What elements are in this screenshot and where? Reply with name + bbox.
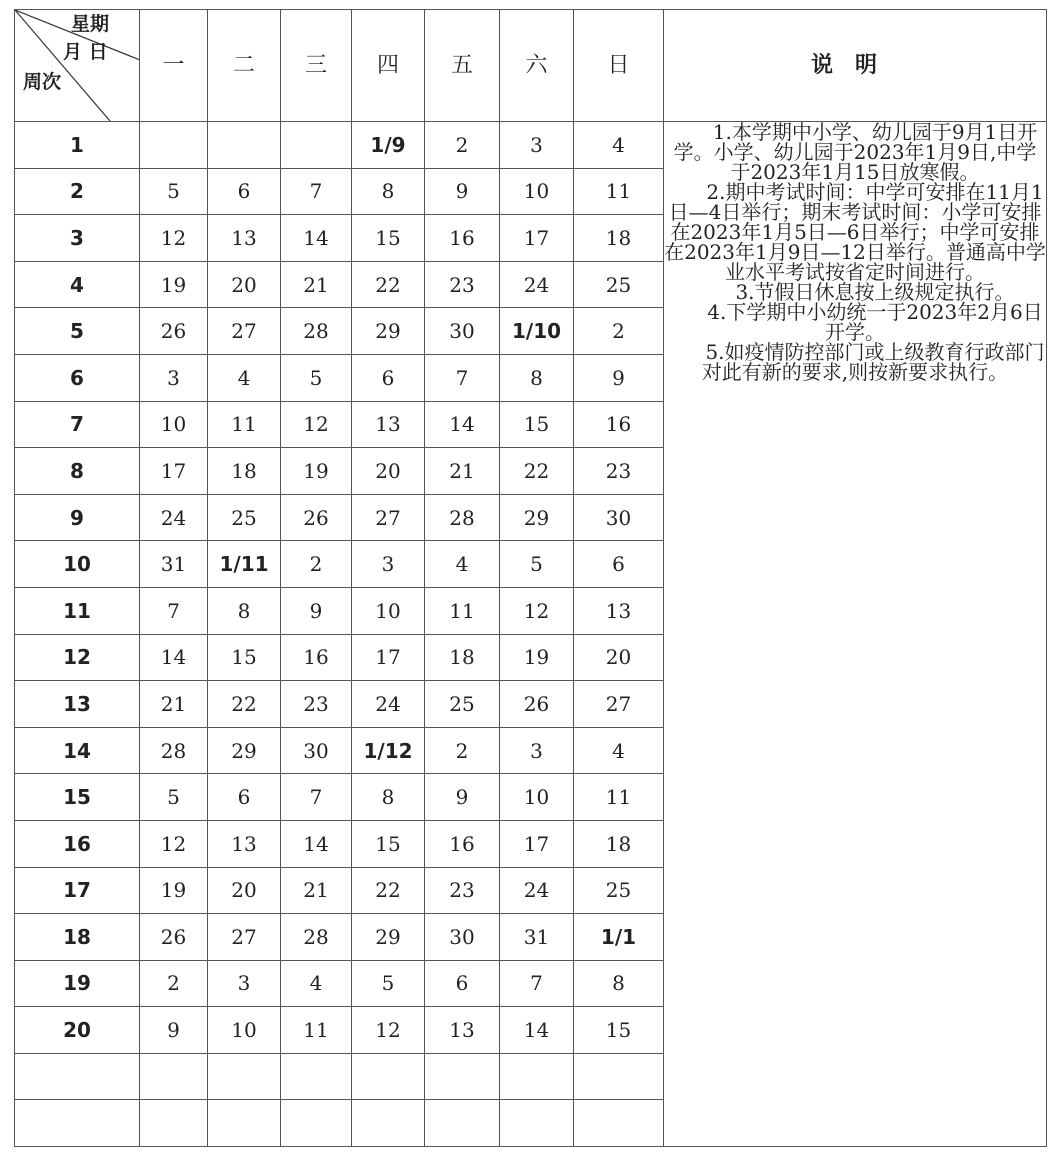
day-cell: 4 bbox=[208, 354, 281, 401]
day-cell: 27 bbox=[208, 308, 281, 355]
day-cell: 1/9 bbox=[352, 122, 425, 169]
day-cell: 20 bbox=[352, 448, 425, 495]
day-cell: 11 bbox=[208, 401, 281, 448]
day-cell bbox=[352, 1053, 425, 1100]
day-cell: 3 bbox=[500, 122, 574, 169]
day-cell: 16 bbox=[281, 634, 352, 681]
header-row bbox=[15, 10, 1047, 122]
day-cell: 25 bbox=[208, 494, 281, 541]
day-cell: 24 bbox=[140, 494, 208, 541]
day-cell: 11 bbox=[425, 587, 500, 634]
day-cell: 13 bbox=[352, 401, 425, 448]
weekday-header-fri: 五 bbox=[425, 10, 500, 122]
note-item: 1.本学期中小学、幼儿园于9月1日开学。小学、幼儿园于2023年1月9日,中学于2023年1月15日放寒假。 bbox=[673, 120, 1038, 184]
day-cell: 12 bbox=[140, 820, 208, 867]
day-cell: 4 bbox=[574, 122, 664, 169]
day-cell: 3 bbox=[140, 354, 208, 401]
day-cell: 2 bbox=[425, 122, 500, 169]
day-cell: 10 bbox=[208, 1007, 281, 1054]
week-number: 17 bbox=[15, 867, 140, 914]
day-cell: 20 bbox=[574, 634, 664, 681]
day-cell: 2 bbox=[574, 308, 664, 355]
day-cell: 5 bbox=[281, 354, 352, 401]
day-cell: 26 bbox=[140, 914, 208, 961]
day-cell: 30 bbox=[574, 494, 664, 541]
day-cell: 9 bbox=[140, 1007, 208, 1054]
day-cell: 13 bbox=[208, 215, 281, 262]
day-cell: 6 bbox=[352, 354, 425, 401]
day-cell: 27 bbox=[574, 681, 664, 728]
day-cell bbox=[208, 122, 281, 169]
day-cell: 28 bbox=[140, 727, 208, 774]
day-cell: 30 bbox=[425, 914, 500, 961]
weekday-header-tue: 二 bbox=[208, 10, 281, 122]
day-cell bbox=[281, 1100, 352, 1147]
weekday-header-mon: 一 bbox=[140, 10, 208, 122]
weekday-header-wed: 三 bbox=[281, 10, 352, 122]
day-cell: 4 bbox=[425, 541, 500, 588]
day-cell: 21 bbox=[281, 261, 352, 308]
week-number: 7 bbox=[15, 401, 140, 448]
weekday-header-thu: 四 bbox=[352, 10, 425, 122]
day-cell: 5 bbox=[140, 168, 208, 215]
weekday-header-sun: 日 bbox=[574, 10, 664, 122]
week-number: 5 bbox=[15, 308, 140, 355]
day-cell: 23 bbox=[425, 261, 500, 308]
week-number: 11 bbox=[15, 587, 140, 634]
day-cell: 29 bbox=[208, 727, 281, 774]
corner-header-cell bbox=[15, 10, 140, 122]
day-cell: 16 bbox=[574, 401, 664, 448]
day-cell: 30 bbox=[425, 308, 500, 355]
day-cell: 25 bbox=[574, 261, 664, 308]
day-cell: 18 bbox=[208, 448, 281, 495]
day-cell: 11 bbox=[574, 168, 664, 215]
week-number: 10 bbox=[15, 541, 140, 588]
day-cell: 6 bbox=[574, 541, 664, 588]
day-cell: 17 bbox=[500, 820, 574, 867]
day-cell: 28 bbox=[281, 308, 352, 355]
day-cell: 7 bbox=[140, 587, 208, 634]
week-number bbox=[15, 1053, 140, 1100]
explanation-title: 说明 bbox=[664, 10, 1047, 122]
day-cell: 2 bbox=[140, 960, 208, 1007]
day-cell: 20 bbox=[208, 867, 281, 914]
week-number: 9 bbox=[15, 494, 140, 541]
day-cell bbox=[281, 122, 352, 169]
school-calendar-table bbox=[14, 9, 1047, 1147]
note-item: 4.下学期中小幼统一于2023年2月6日开学。 bbox=[707, 300, 1043, 344]
day-cell: 6 bbox=[425, 960, 500, 1007]
day-cell: 4 bbox=[281, 960, 352, 1007]
day-cell: 17 bbox=[352, 634, 425, 681]
day-cell: 13 bbox=[208, 820, 281, 867]
day-cell: 15 bbox=[574, 1007, 664, 1054]
day-cell: 14 bbox=[281, 820, 352, 867]
day-cell: 10 bbox=[500, 774, 574, 821]
day-cell: 4 bbox=[574, 727, 664, 774]
day-cell: 5 bbox=[500, 541, 574, 588]
day-cell: 24 bbox=[500, 261, 574, 308]
day-cell: 9 bbox=[425, 774, 500, 821]
day-cell: 31 bbox=[500, 914, 574, 961]
day-cell bbox=[208, 1053, 281, 1100]
day-cell: 9 bbox=[574, 354, 664, 401]
day-cell: 1/12 bbox=[352, 727, 425, 774]
day-cell: 6 bbox=[208, 168, 281, 215]
day-cell: 8 bbox=[574, 960, 664, 1007]
week-number: 4 bbox=[15, 261, 140, 308]
day-cell: 8 bbox=[500, 354, 574, 401]
week-number: 3 bbox=[15, 215, 140, 262]
week-number: 6 bbox=[15, 354, 140, 401]
day-cell: 7 bbox=[281, 168, 352, 215]
day-cell: 27 bbox=[208, 914, 281, 961]
day-cell: 1/1 bbox=[574, 914, 664, 961]
day-cell: 3 bbox=[208, 960, 281, 1007]
week-number: 12 bbox=[15, 634, 140, 681]
day-cell: 6 bbox=[208, 774, 281, 821]
day-cell: 9 bbox=[281, 587, 352, 634]
day-cell: 1/10 bbox=[500, 308, 574, 355]
day-cell: 9 bbox=[425, 168, 500, 215]
day-cell: 25 bbox=[425, 681, 500, 728]
day-cell: 14 bbox=[500, 1007, 574, 1054]
day-cell: 29 bbox=[352, 308, 425, 355]
day-cell bbox=[500, 1053, 574, 1100]
day-cell bbox=[140, 1100, 208, 1147]
day-cell: 29 bbox=[352, 914, 425, 961]
day-cell: 12 bbox=[500, 587, 574, 634]
day-cell: 2 bbox=[425, 727, 500, 774]
day-cell: 16 bbox=[425, 820, 500, 867]
day-cell: 26 bbox=[140, 308, 208, 355]
day-cell: 19 bbox=[500, 634, 574, 681]
day-cell: 20 bbox=[208, 261, 281, 308]
week-number: 8 bbox=[15, 448, 140, 495]
day-cell: 23 bbox=[281, 681, 352, 728]
day-cell: 10 bbox=[140, 401, 208, 448]
day-cell: 16 bbox=[425, 215, 500, 262]
corner-week-label: 周次 bbox=[23, 71, 62, 93]
corner-weekday-label: 星期 bbox=[71, 13, 110, 35]
day-cell: 14 bbox=[425, 401, 500, 448]
day-cell: 13 bbox=[425, 1007, 500, 1054]
day-cell bbox=[140, 1053, 208, 1100]
day-cell bbox=[574, 1100, 664, 1147]
day-cell: 12 bbox=[352, 1007, 425, 1054]
day-cell: 18 bbox=[574, 820, 664, 867]
day-cell: 15 bbox=[500, 401, 574, 448]
day-cell: 15 bbox=[208, 634, 281, 681]
day-cell bbox=[208, 1100, 281, 1147]
day-cell bbox=[425, 1100, 500, 1147]
week-number: 1 bbox=[15, 122, 140, 169]
week-number: 13 bbox=[15, 681, 140, 728]
day-cell bbox=[500, 1100, 574, 1147]
day-cell: 17 bbox=[140, 448, 208, 495]
day-cell: 21 bbox=[425, 448, 500, 495]
day-cell: 23 bbox=[425, 867, 500, 914]
day-cell: 23 bbox=[574, 448, 664, 495]
day-cell: 7 bbox=[425, 354, 500, 401]
weekday-header-sat: 六 bbox=[500, 10, 574, 122]
explanation-notes bbox=[664, 122, 1047, 1147]
day-cell: 11 bbox=[281, 1007, 352, 1054]
day-cell bbox=[574, 1053, 664, 1100]
day-cell: 18 bbox=[425, 634, 500, 681]
week-number: 19 bbox=[15, 960, 140, 1007]
note-item: 3.节假日休息按上级规定执行。 bbox=[735, 280, 1015, 304]
day-cell: 19 bbox=[140, 867, 208, 914]
day-cell: 22 bbox=[208, 681, 281, 728]
day-cell: 26 bbox=[281, 494, 352, 541]
day-cell: 2 bbox=[281, 541, 352, 588]
day-cell: 15 bbox=[352, 215, 425, 262]
week-number: 16 bbox=[15, 820, 140, 867]
day-cell: 18 bbox=[574, 215, 664, 262]
day-cell: 31 bbox=[140, 541, 208, 588]
day-cell: 26 bbox=[500, 681, 574, 728]
day-cell: 19 bbox=[281, 448, 352, 495]
day-cell: 10 bbox=[352, 587, 425, 634]
note-item: 2.期中考试时间：中学可安排在11月1日—4日举行；期末考试时间：小学可安排在2023年1月5日—6日举行；中学可安排在2023年1月9日—12日举行。普通高中学业水平考试按省定时间进行。 bbox=[664, 180, 1046, 284]
day-cell: 5 bbox=[352, 960, 425, 1007]
day-cell: 24 bbox=[352, 681, 425, 728]
week-number: 2 bbox=[15, 168, 140, 215]
day-cell: 12 bbox=[281, 401, 352, 448]
day-cell: 12 bbox=[140, 215, 208, 262]
day-cell: 10 bbox=[500, 168, 574, 215]
day-cell: 22 bbox=[352, 261, 425, 308]
note-item: 5.如疫情防控部门或上级教育行政部门对此有新的要求,则按新要求执行。 bbox=[701, 340, 1045, 384]
day-cell: 24 bbox=[500, 867, 574, 914]
day-cell: 30 bbox=[281, 727, 352, 774]
day-cell: 21 bbox=[140, 681, 208, 728]
day-cell: 28 bbox=[425, 494, 500, 541]
day-cell: 3 bbox=[500, 727, 574, 774]
day-cell: 13 bbox=[574, 587, 664, 634]
day-cell: 22 bbox=[500, 448, 574, 495]
day-cell: 27 bbox=[352, 494, 425, 541]
day-cell: 8 bbox=[352, 168, 425, 215]
week-number: 20 bbox=[15, 1007, 140, 1054]
day-cell: 11 bbox=[574, 774, 664, 821]
day-cell: 3 bbox=[352, 541, 425, 588]
week-number: 15 bbox=[15, 774, 140, 821]
day-cell bbox=[352, 1100, 425, 1147]
corner-month-day-label: 月 日 bbox=[63, 41, 108, 63]
day-cell: 14 bbox=[281, 215, 352, 262]
day-cell: 8 bbox=[352, 774, 425, 821]
day-cell: 17 bbox=[500, 215, 574, 262]
day-cell: 21 bbox=[281, 867, 352, 914]
day-cell: 7 bbox=[500, 960, 574, 1007]
day-cell: 5 bbox=[140, 774, 208, 821]
week-number: 18 bbox=[15, 914, 140, 961]
day-cell: 7 bbox=[281, 774, 352, 821]
week-number: 14 bbox=[15, 727, 140, 774]
day-cell: 22 bbox=[352, 867, 425, 914]
day-cell: 19 bbox=[140, 261, 208, 308]
day-cell: 15 bbox=[352, 820, 425, 867]
day-cell: 28 bbox=[281, 914, 352, 961]
week-row bbox=[15, 122, 1047, 169]
week-number bbox=[15, 1100, 140, 1147]
day-cell bbox=[140, 122, 208, 169]
day-cell bbox=[425, 1053, 500, 1100]
day-cell: 29 bbox=[500, 494, 574, 541]
day-cell: 8 bbox=[208, 587, 281, 634]
day-cell bbox=[281, 1053, 352, 1100]
day-cell: 25 bbox=[574, 867, 664, 914]
day-cell: 14 bbox=[140, 634, 208, 681]
day-cell: 1/11 bbox=[208, 541, 281, 588]
